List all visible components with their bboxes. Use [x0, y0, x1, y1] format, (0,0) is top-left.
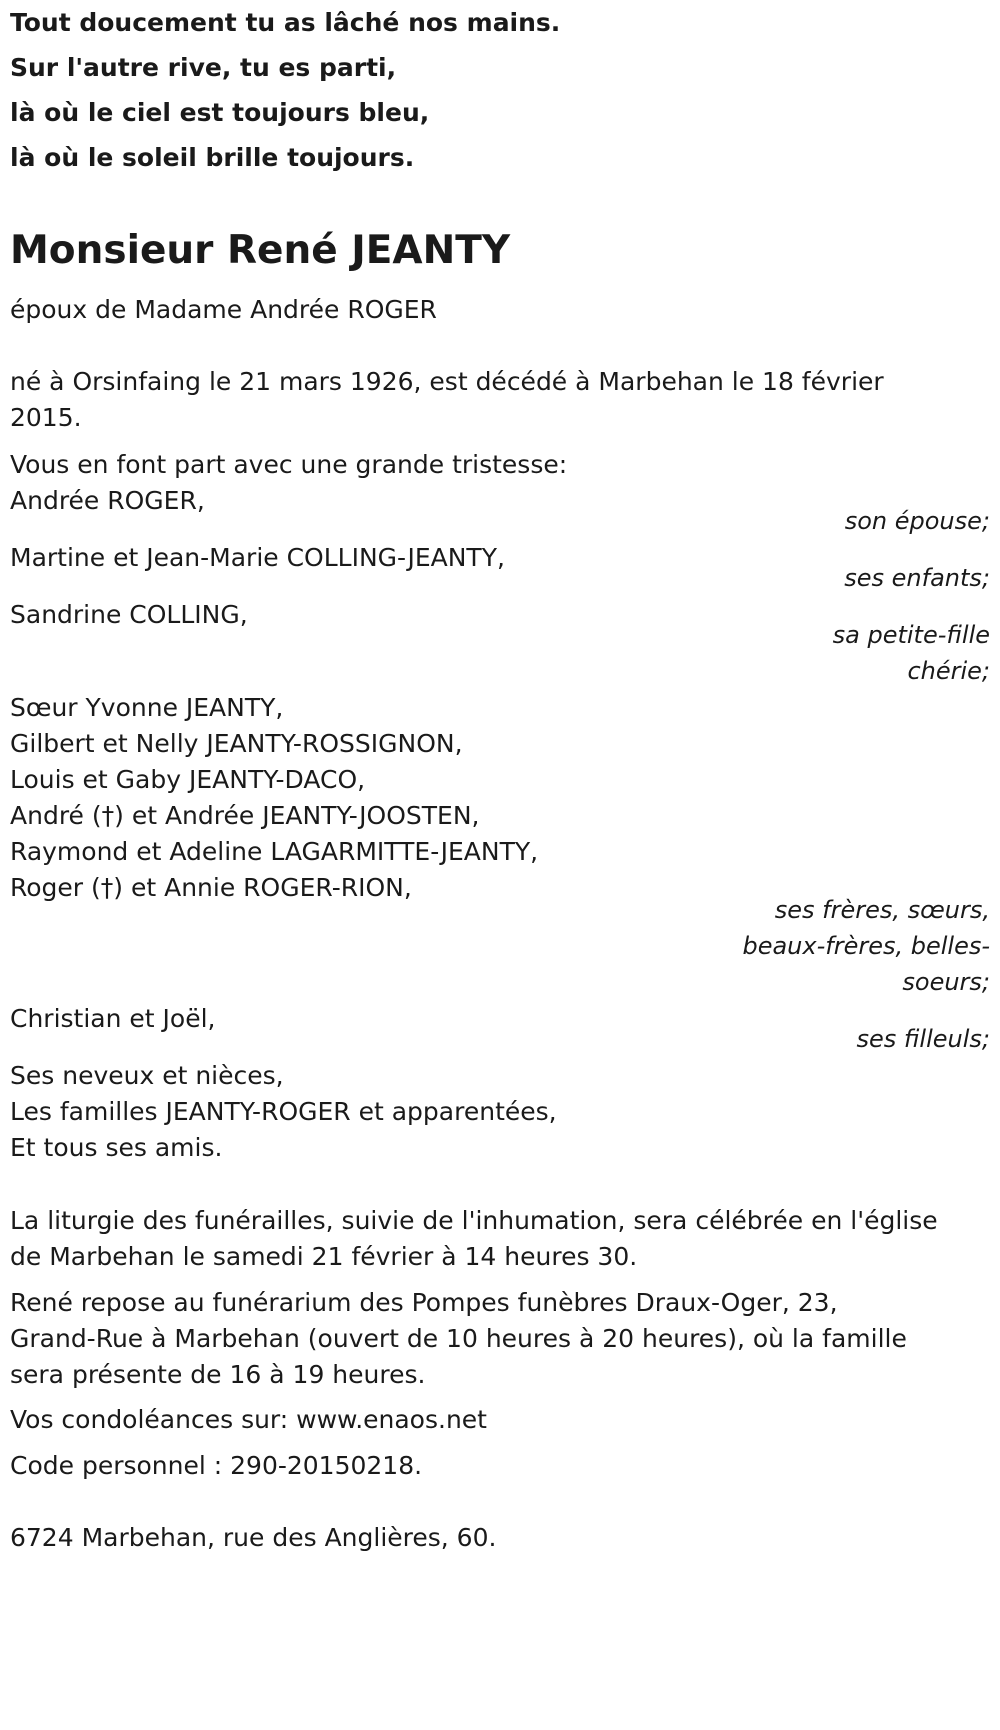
family-siblings-role-1: ses frères, sœurs, — [774, 896, 990, 924]
liturgy-line-1: La liturgie des funérailles, suivie de l'inhumation, sera célébrée en l'église — [10, 1206, 938, 1235]
announcement-intro: Vous en font part avec une grande tristesse: — [10, 450, 568, 479]
family-grandchild-role-1: sa petite-fille — [832, 621, 990, 649]
deceased-name: Monsieur René JEANTY — [10, 228, 511, 273]
family-wife-role: son épouse; — [844, 507, 990, 535]
liturgy-line-2: de Marbehan le samedi 21 février à 14 heures 30. — [10, 1242, 638, 1271]
family-siblings-role-3: soeurs; — [902, 968, 990, 996]
funerarium-line-1: René repose au funérarium des Pompes funèbres Draux-Oger, 23, — [10, 1288, 838, 1317]
family-sibling-6: Roger (†) et Annie ROGER-RION, — [10, 873, 412, 902]
birth-death-line-2: 2015. — [10, 403, 82, 432]
family-siblings-role-2: beaux-frères, belles- — [742, 932, 990, 960]
birth-death-line-1: né à Orsinfaing le 21 mars 1926, est décédé à Marbehan le 18 février — [10, 367, 884, 396]
family-godchildren-name: Christian et Joël, — [10, 1004, 216, 1033]
family-others-1: Ses neveux et nièces, — [10, 1061, 284, 1090]
condolences-line: Vos condoléances sur: www.enaos.net — [10, 1405, 487, 1434]
poem-line-2: Sur l'autre rive, tu es parti, — [10, 53, 397, 82]
family-sibling-5: Raymond et Adeline LAGARMITTE-JEANTY, — [10, 837, 539, 866]
family-sibling-4: André (†) et Andrée JEANTY-JOOSTEN, — [10, 801, 480, 830]
family-sibling-2: Gilbert et Nelly JEANTY-ROSSIGNON, — [10, 729, 463, 758]
family-children-name: Martine et Jean-Marie COLLING-JEANTY, — [10, 543, 505, 572]
family-grandchild-role-2: chérie; — [907, 657, 990, 685]
poem-line-1: Tout doucement tu as lâché nos mains. — [10, 8, 561, 37]
spouse-line: époux de Madame Andrée ROGER — [10, 295, 437, 324]
personal-code-line: Code personnel : 290-20150218. — [10, 1451, 423, 1480]
address-line: 6724 Marbehan, rue des Anglières, 60. — [10, 1523, 497, 1552]
family-sibling-1: Sœur Yvonne JEANTY, — [10, 693, 284, 722]
family-godchildren-role: ses filleuls; — [856, 1025, 990, 1053]
family-grandchild-name: Sandrine COLLING, — [10, 600, 248, 629]
poem-line-3: là où le ciel est toujours bleu, — [10, 98, 430, 127]
family-others-3: Et tous ses amis. — [10, 1133, 223, 1162]
family-children-role: ses enfants; — [844, 564, 990, 592]
family-others-2: Les familles JEANTY-ROGER et apparentées, — [10, 1097, 557, 1126]
family-wife-name: Andrée ROGER, — [10, 486, 205, 515]
poem-line-4: là où le soleil brille toujours. — [10, 143, 415, 172]
funerarium-line-2: Grand-Rue à Marbehan (ouvert de 10 heures à 20 heures), où la famille — [10, 1324, 907, 1353]
family-sibling-3: Louis et Gaby JEANTY-DACO, — [10, 765, 366, 794]
funerarium-line-3: sera présente de 16 à 19 heures. — [10, 1360, 426, 1389]
